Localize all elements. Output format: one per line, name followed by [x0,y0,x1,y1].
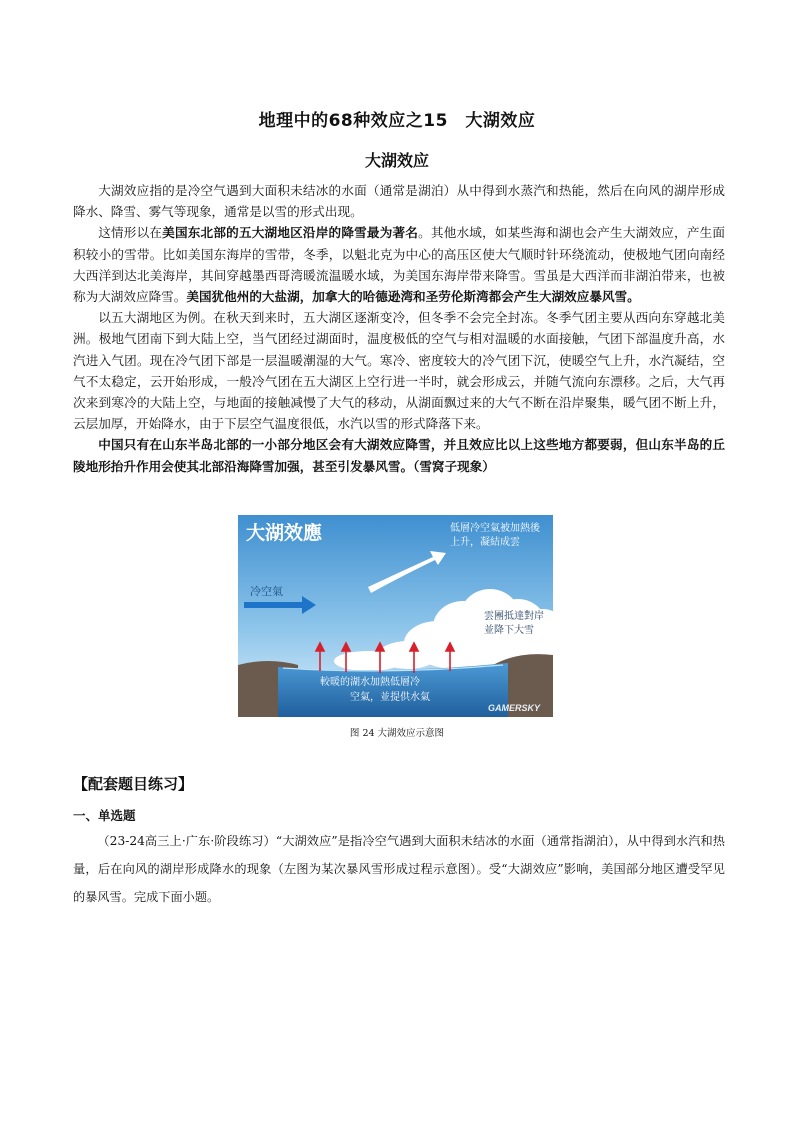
question-stem [73,827,725,911]
watermark-logo: GAMERSKY [488,703,541,713]
upper-note-line-1: 低層冷空氣被加熱後 [450,523,540,534]
paragraph-process: 以五大湖地区为例。在秋天到来时，五大湖区逐渐变冷，但冬季不会完全封冻。冬季气团主要从西向东穿越北美洲。极地气团南下到大陆上空，当气团经过湖面时，温度极低的空气与相对温暖的水面接触，气团下部温度升高，水汽进入气团。现在冷气团下部是一层温暖潮湿的大气。寒冷、密度较大的冷气团下沉，使暖空气上升，水汽凝结，空气不太稳定，云开始形成，一般冷气团在五大湖区上空行进一半时，就会形成云，并随气流向东漂移。之后，大气再次来到寒冷的大陆上空，与地面的接触减慢了大气的移动，从湖面飘过来的大气不断在沿岸聚集，暖气团不断上升，云层加厚，开始降水，由于下层空气温度很低，水汽以雪的形式降落下来。 [73,310,725,432]
question-text: （23-24高三上·广东·阶段练习）“大湖效应”是指冷空气遇到大面积未结冰的水面（通常指湖泊），从中得到水汽和热量，后在向风的湖岸形成降水的现象（左图为某次暴风雪形成过程示意图）。受“大湖效应”影响，美国部分地区遭受罕见的暴风雪。完成下面小题。 [73,834,725,904]
lake-effect-diagram [238,515,553,717]
paragraph-text: 这情形以在 [98,225,163,241]
lake-note-line-2: 空氣，並提供水氣 [350,692,430,703]
right-note-line-1: 雲團抵達對岸 [484,611,544,622]
right-note-line-2: 並降下大雪 [484,625,534,636]
paragraph-examples [73,222,725,307]
exercise-section-heading: 【配套题目练习】 [73,775,194,793]
section-title: 大湖效应 [364,151,429,170]
lake-note-line-1: 較暖的湖水加熱低層冷 [320,677,420,688]
page-title: 地理中的68种效应之15 大湖效应 [258,111,536,131]
diagram-title: 大湖效應 [246,523,323,544]
bold-text: 美国犹他州的大盐湖，加拿大的哈德逊湾和圣劳伦斯湾都会产生大湖效应暴风雪。 [186,289,640,305]
cold-air-label: 冷空氣 [250,586,283,598]
paragraph-text: 。其他水域，如某些海和湖也会产生大湖效应，产生面积较小的雪带。比如美国东海岸的雪带，冬季，以魁北克为中心的高压区使大气顺时针环绕流动，使极地气团向南经大西洋到达北美海岸，其间穿越墨西哥湾暖流温暖水域，为美国东海岸带来降雪。雪虽是大西洋而非湖泊带来，也被称为大湖效应降雪。 [73,225,726,305]
figure-caption: 图 24 大湖效应示意图 [349,728,445,739]
paragraph-china: 中国只有在山东半岛北部的一小部分地区会有大湖效应降雪，并且效应比以上这些地方都要弱，但山东半岛的丘陵地形抬升作用会使其北部沿海降雪加强，甚至引发暴风雪。（雪窝子现象） [73,437,725,474]
article-body [73,180,725,477]
question-type-heading: 一、单选题 [73,808,136,823]
paragraph-definition: 大湖效应指的是冷空气遇到大面积未结冰的水面（通常是湖泊）从中得到水蒸汽和热能，然后在向风的湖岸形成降水、降雪、雾气等现象，通常是以雪的形式出现。 [73,183,725,220]
bold-text: 美国东北部的五大湖地区沿岸的降雪最为著名 [162,225,419,241]
upper-note-line-2: 上升，凝結成雲 [450,537,520,548]
